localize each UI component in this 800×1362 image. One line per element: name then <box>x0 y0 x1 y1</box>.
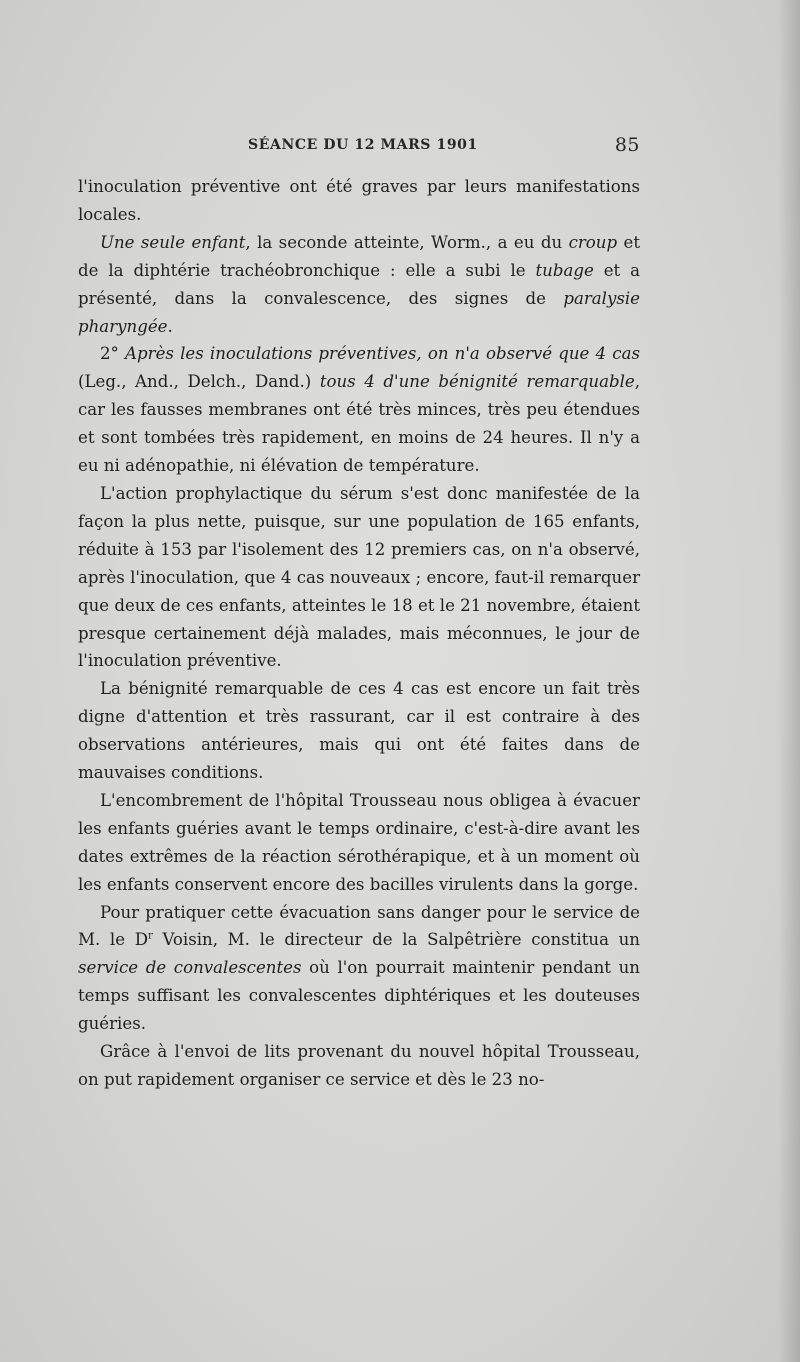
body-text <box>78 173 640 1094</box>
running-head-title: SÉANCE DU 12 MARS 1901 <box>248 137 478 153</box>
paragraph-prophylactic-action: L'action prophylactique du sérum s'est donc manifestée de la façon la plus nette, puisque, sur une population de 165 enfants, réduite à 153 par l'isolement des 12 premiers cas, on n'a observé, après l'inoculation, que 4 cas nouveaux ; encore, faut-il remarquer que deux de ces enfants, atteintes le 18 et le 21 novembre, étaient presque certainement déjà malades, mais méconnues, le jour de l'inoculation préventive. <box>78 483 640 671</box>
page-number: 85 <box>614 134 640 156</box>
paragraph-beds: Grâce à l'envoi de lits provenant du nouvel hôpital Trousseau, on put rapidement organiser ce service et dès le 23 no- <box>78 1042 640 1089</box>
page-edge-shadow <box>778 0 800 1362</box>
paragraph-overcrowding: L'encombrement de l'hôpital Trousseau nous obligea à évacuer les enfants guéries avant le temps ordinaire, c'est-à-dire avant les dates extrêmes de la réaction sérothérapique, et à un moment où les enfants conservent encore des bacilles virulents dans la gorge. <box>78 790 640 894</box>
paragraph-evacuation: Pour pratiquer cette évacuation sans danger pour le service de M. le $D^r$ Voisin, M. le directeur de la Salpêtrière constitua un service de convalescentes où l'on pourrait maintenir pendant un temps suffisant les convalescentes diphtériques et les douteuses guéries. <box>78 902 640 1034</box>
paragraph-continuation: l'inoculation préventive ont été graves par leurs manifestations locales. <box>78 177 640 224</box>
paragraph-after-inoculations: 2° Après les inoculations préventives, on n'a observé que 4 cas (Leg., And., Delch., Dand.) tous 4 d'une bénignité remarquable, car les fausses membranes ont été très minces, très peu étendues et sont tombées très rapidement, en moins de 24 heures. Il n'y a eu ni adénopathie, ni élévation de température. <box>78 344 640 476</box>
running-head <box>78 136 640 160</box>
paragraph-benignity: La bénignité remarquable de ces 4 cas est encore un fait très digne d'attention et très rassurant, car il est contraire à des observations antérieures, mais qui ont été faites dans de mauvaises conditions. <box>78 679 640 783</box>
paragraph-croup-case: Une seule enfant, la seconde atteinte, Worm., a eu du croup et de la diphtérie trachéobronchique : elle a subi le tubage et a présenté, dans la convalescence, des signes de paralysie pharyngée. <box>78 232 640 336</box>
